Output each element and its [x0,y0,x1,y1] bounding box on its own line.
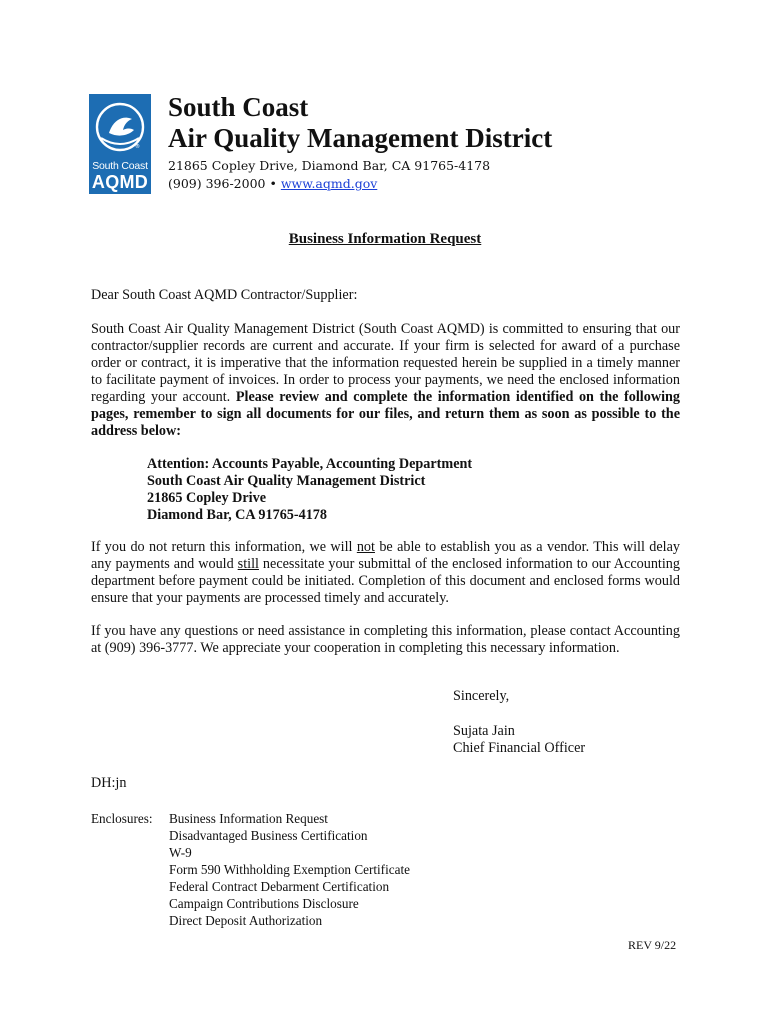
address-line: 21865 Copley Drive [147,490,267,506]
mailing-address-block [147,456,472,524]
para2-part-b: be able to establish you as a vendor. This will delay any payments and would [91,539,680,572]
address-line: South Coast Air Quality Management District [147,473,426,489]
paragraph-intro-bold: Please review and complete the information identified on the following pages, remember to sign all documents for our files, and return them as soon as possible to the address below: [91,389,681,439]
organization-address: 21865 Copley Drive, Diamond Bar, CA 91765-4178 [168,158,491,173]
title-line-1: South Coast [168,92,309,122]
website-link[interactable]: www.aqmd.gov [280,176,378,191]
para2-still-underlined: still [237,556,259,572]
paragraph-intro-text: South Coast Air Quality Management District (South Coast AQMD) is committed to ensuring that our contractor/supplier records are current and accurate. If your firm is selected for award of a purchase order or contract, it is imperative that the information requested herein be supplied in a timely manner to facilitate payment of invoices. In order to process your payments, we need the enclosed information regarding your account. [91,321,680,405]
closing: Sincerely, [453,688,510,704]
logo-text-aqmd: AQMD [91,172,149,192]
logo-text-south-coast: South Coast [92,160,148,172]
paragraph-intro [91,321,680,440]
signer-block [453,723,585,757]
address-line: Diamond Bar, CA 91765-4178 [147,507,327,523]
organization-title [168,92,552,154]
signer-title: Chief Financial Officer [453,740,586,756]
initials: DH:jn [91,775,127,791]
logo-emblem-icon [89,94,151,160]
enclosure-item: Direct Deposit Authorization [169,913,323,928]
document-heading: Business Information Request [288,231,482,247]
enclosure-item: Disadvantaged Business Certification [169,828,368,843]
para2-part-c: necessitate your submittal of the enclosed information to our Accounting department before payment could be initiated. Completion of this document and enclosed forms would ensure that your payments are processed timely and accurately. [91,556,680,606]
greeting: Dear South Coast AQMD Contractor/Supplier: [91,287,358,303]
address-line: Attention: Accounts Payable, Accounting Department [147,456,473,472]
separator-bullet: • [269,176,277,191]
enclosures-label: Enclosures: [91,811,153,826]
enclosure-item: Campaign Contributions Disclosure [169,896,359,911]
enclosure-item: W-9 [169,845,192,860]
aqmd-logo [89,94,151,194]
svg-text:®: ® [135,144,140,150]
enclosure-item: Business Information Request [169,811,328,826]
signer-name: Sujata Jain [453,723,515,739]
para2-part-a: If you do not return this information, we will [91,539,357,555]
paragraph-return-notice [91,539,680,607]
para2-not-underlined: not [356,539,375,555]
revision-label: REV 9/22 [628,938,677,952]
title-line-2: Air Quality Management District [168,123,553,153]
enclosure-item: Federal Contract Debarment Certification [169,879,390,894]
enclosures-list [169,810,410,929]
phone-number: (909) 396-2000 [168,176,266,191]
enclosure-item: Form 590 Withholding Exemption Certificate [169,862,410,877]
paragraph-contact: If you have any questions or need assistance in completing this information, please contact Accounting at (909) 396-3777. We appreciate your cooperation in completing this necessary information. [91,623,680,656]
organization-contact [168,175,377,193]
